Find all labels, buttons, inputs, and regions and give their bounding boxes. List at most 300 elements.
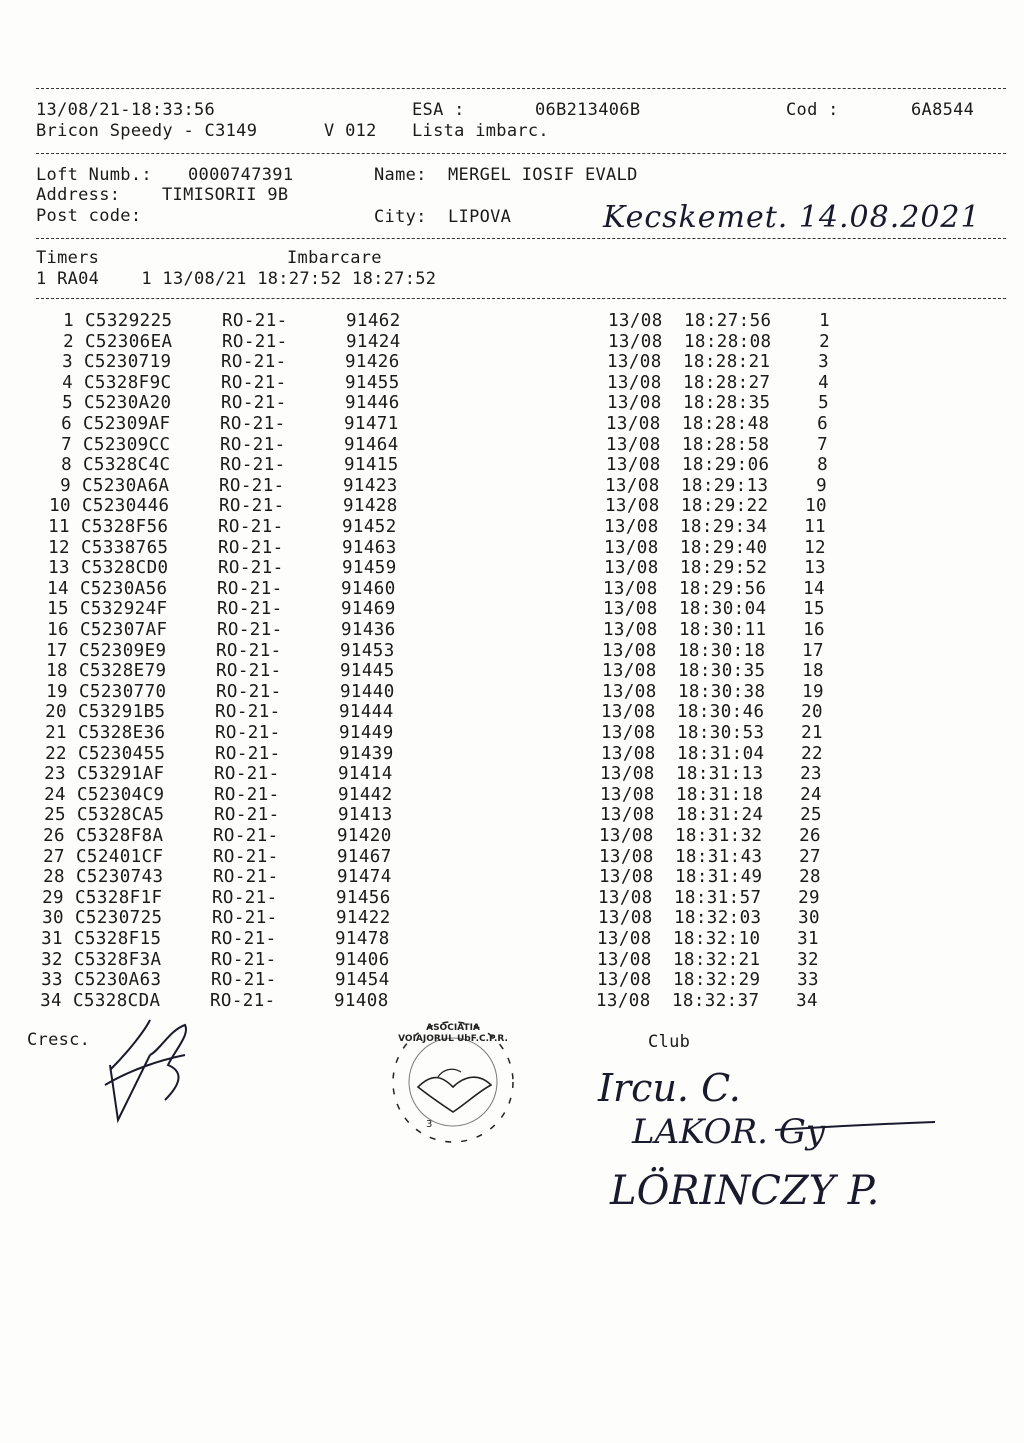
row-arrival-date: 13/08 — [605, 496, 660, 517]
name-label: Name: — [374, 165, 427, 185]
row-chip: C5230446 — [82, 496, 170, 517]
stamp-number: 3 — [426, 1119, 433, 1130]
breeder-signature — [90, 1010, 210, 1125]
row-chip: C52309AF — [83, 414, 171, 434]
row-index: 2 — [63, 331, 74, 352]
row-position: 23 — [800, 764, 822, 785]
row-arrival-time: 18:31:43 — [675, 846, 763, 867]
row-chip: C5328CA5 — [77, 805, 165, 826]
row-index: 1 — [63, 311, 74, 331]
row-arrival-time: 18:32:10 — [673, 929, 761, 949]
row-ring-number: 91459 — [342, 558, 397, 579]
row-arrival-time: 18:29:34 — [680, 517, 768, 537]
row-arrival-time: 18:28:48 — [682, 414, 770, 434]
row-position: 25 — [800, 805, 822, 826]
pigeon-row — [0, 888, 1024, 908]
row-index: 15 — [47, 599, 69, 620]
row-ring-prefix: RO-21- — [216, 681, 282, 702]
pigeon-row — [0, 599, 1024, 619]
pigeon-row — [0, 641, 1024, 661]
row-chip: C5328F15 — [74, 929, 162, 949]
row-ring-number: 91471 — [344, 414, 399, 434]
row-ring-prefix: RO-21- — [218, 558, 284, 579]
row-chip: C53291AF — [77, 764, 165, 785]
row-ring-number: 91426 — [345, 352, 400, 373]
row-ring-prefix: RO-21- — [211, 929, 277, 949]
row-arrival-date: 13/08 — [608, 331, 663, 352]
cod-value: 6A8544 — [911, 100, 975, 120]
pigeon-row — [0, 908, 1024, 928]
row-arrival-date: 13/08 — [608, 311, 663, 331]
row-ring-number: 91478 — [335, 929, 390, 949]
row-arrival-time: 18:31:18 — [676, 784, 764, 805]
pigeon-row — [0, 661, 1024, 681]
row-position: 8 — [817, 455, 828, 476]
row-index: 21 — [45, 723, 67, 743]
row-ring-prefix: RO-21- — [220, 434, 286, 455]
row-position: 6 — [817, 414, 828, 434]
row-ring-number: 91446 — [345, 393, 400, 414]
row-chip: C52307AF — [80, 620, 168, 640]
loft-label: Loft Numb.: — [36, 165, 152, 185]
pigeon-row — [0, 332, 1024, 352]
row-ring-prefix: RO-21- — [217, 599, 283, 620]
row-index: 22 — [45, 743, 67, 764]
row-position: 31 — [797, 929, 819, 949]
row-index: 3 — [62, 352, 73, 373]
row-arrival-time: 18:29:06 — [682, 455, 770, 476]
row-chip: C5230A20 — [84, 393, 172, 414]
row-arrival-date: 13/08 — [603, 578, 658, 599]
row-ring-number: 91462 — [346, 311, 401, 331]
imbarcare-label: Imbarcare — [287, 248, 382, 268]
row-arrival-time: 18:29:56 — [679, 578, 767, 599]
row-chip: C53291B5 — [78, 702, 166, 723]
row-ring-prefix: RO-21- — [222, 311, 288, 331]
row-index: 6 — [61, 414, 72, 434]
row-ring-number: 91449 — [339, 723, 394, 743]
timer-line: 1 RA04 1 13/08/21 18:27:52 18:27:52 — [36, 269, 437, 289]
row-index: 9 — [60, 475, 71, 496]
pigeon-row — [0, 538, 1024, 558]
row-ring-prefix: RO-21- — [213, 846, 279, 867]
pigeon-row — [0, 702, 1024, 722]
pigeon-row — [0, 455, 1024, 475]
row-chip: C5230770 — [79, 681, 167, 702]
row-arrival-time: 18:28:21 — [683, 352, 771, 373]
row-arrival-time: 18:30:53 — [677, 723, 765, 743]
row-index: 7 — [61, 434, 72, 455]
row-chip: C5328F8A — [76, 826, 164, 846]
pigeon-row — [0, 620, 1024, 640]
row-arrival-date: 13/08 — [600, 784, 655, 805]
row-ring-number: 91424 — [346, 331, 401, 352]
row-ring-prefix: RO-21- — [214, 764, 280, 785]
row-position: 30 — [798, 908, 820, 929]
row-ring-number: 91422 — [336, 908, 391, 929]
row-ring-prefix: RO-21- — [216, 640, 282, 661]
row-arrival-time: 18:28:27 — [683, 372, 771, 393]
row-index: 24 — [44, 784, 66, 805]
row-arrival-time: 18:31:13 — [676, 764, 764, 785]
row-arrival-date: 13/08 — [601, 743, 656, 764]
pigeon-row — [0, 764, 1024, 784]
row-arrival-time: 18:30:11 — [679, 620, 767, 640]
row-arrival-date: 13/08 — [607, 352, 662, 373]
pigeon-row — [0, 950, 1024, 970]
row-ring-prefix: RO-21- — [215, 723, 281, 743]
header-datetime: 13/08/21-18:33:56 — [36, 100, 216, 120]
row-position: 26 — [799, 826, 821, 846]
row-arrival-time: 18:29:13 — [681, 475, 769, 496]
pigeon-row — [0, 970, 1024, 990]
row-arrival-date: 13/08 — [598, 887, 653, 908]
row-position: 13 — [804, 558, 826, 579]
timers-label: Timers — [36, 248, 100, 268]
row-ring-number: 91428 — [343, 496, 398, 517]
row-arrival-time: 18:30:35 — [678, 661, 766, 682]
row-arrival-date: 13/08 — [604, 537, 659, 558]
row-ring-number: 91453 — [340, 640, 395, 661]
row-ring-number: 91415 — [344, 455, 399, 476]
row-ring-prefix: RO-21- — [218, 517, 284, 537]
row-ring-number: 91463 — [342, 537, 397, 558]
row-index: 23 — [44, 764, 66, 785]
row-ring-number: 91423 — [343, 475, 398, 496]
row-ring-prefix: RO-21- — [220, 414, 286, 434]
row-arrival-date: 13/08 — [606, 455, 661, 476]
handwritten-place-date: Kecskemet. 14.08.2021 — [603, 200, 981, 235]
row-index: 32 — [41, 949, 63, 970]
row-arrival-date: 13/08 — [597, 929, 652, 949]
row-index: 20 — [45, 702, 67, 723]
row-index: 30 — [42, 908, 64, 929]
row-ring-prefix: RO-21- — [214, 784, 280, 805]
loft-number: 0000747391 — [188, 165, 294, 185]
row-arrival-date: 13/08 — [599, 867, 654, 888]
row-arrival-time: 18:29:52 — [680, 558, 768, 579]
row-arrival-date: 13/08 — [599, 846, 654, 867]
club-label: Club — [648, 1032, 691, 1052]
row-arrival-date: 13/08 — [604, 558, 659, 579]
row-ring-prefix: RO-21- — [218, 537, 284, 558]
row-position: 27 — [799, 846, 821, 867]
pigeon-row — [0, 579, 1024, 599]
row-index: 5 — [62, 393, 73, 414]
row-ring-prefix: RO-21- — [215, 743, 281, 764]
row-position: 22 — [801, 743, 823, 764]
row-ring-prefix: RO-21- — [221, 372, 287, 393]
row-ring-prefix: RO-21- — [215, 702, 281, 723]
row-arrival-time: 18:30:38 — [678, 681, 766, 702]
city-value: LIPOVA — [448, 207, 512, 227]
pigeon-row — [0, 805, 1024, 825]
row-position: 9 — [816, 475, 827, 496]
row-ring-prefix: RO-21- — [213, 867, 279, 888]
row-arrival-time: 18:32:37 — [672, 990, 760, 1011]
row-position: 28 — [799, 867, 821, 888]
row-index: 11 — [48, 517, 70, 537]
separator-owner — [36, 238, 1006, 239]
row-arrival-date: 13/08 — [602, 661, 657, 682]
row-ring-number: 91460 — [341, 578, 396, 599]
club-signature-3: LÖRINCZY P. — [610, 1168, 880, 1214]
row-position: 3 — [818, 352, 829, 373]
pigeon-row — [0, 682, 1024, 702]
row-position: 18 — [802, 661, 824, 682]
row-arrival-time: 18:30:04 — [679, 599, 767, 620]
cresc-label: Cresc. — [27, 1030, 91, 1050]
row-ring-number: 91440 — [340, 681, 395, 702]
row-position: 7 — [817, 434, 828, 455]
row-arrival-date: 13/08 — [596, 990, 651, 1011]
pigeon-row — [0, 476, 1024, 496]
row-arrival-date: 13/08 — [599, 826, 654, 846]
row-position: 21 — [801, 723, 823, 743]
row-chip: C5328CD0 — [81, 558, 169, 579]
row-arrival-date: 13/08 — [600, 805, 655, 826]
device-name: Bricon Speedy - C3149 — [36, 121, 258, 141]
row-ring-number: 91414 — [338, 764, 393, 785]
pigeon-row — [0, 744, 1024, 764]
row-chip: C52309CC — [83, 434, 171, 455]
pigeon-row — [0, 414, 1024, 434]
row-position: 1 — [819, 311, 830, 331]
row-position: 14 — [803, 578, 825, 599]
row-ring-number: 91452 — [342, 517, 397, 537]
pigeon-row — [0, 826, 1024, 846]
row-chip: C52309E9 — [79, 640, 167, 661]
row-position: 12 — [804, 537, 826, 558]
row-chip: C5328CDA — [73, 990, 161, 1011]
row-chip: C5328F1F — [75, 887, 163, 908]
row-index: 14 — [47, 578, 69, 599]
row-position: 16 — [803, 620, 825, 640]
row-chip: C5328F9C — [84, 372, 172, 393]
row-chip: C5328F56 — [81, 517, 169, 537]
pigeon-row — [0, 847, 1024, 867]
row-ring-number: 91420 — [337, 826, 392, 846]
row-arrival-time: 18:31:57 — [674, 887, 762, 908]
row-index: 10 — [49, 496, 71, 517]
device-version: V 012 — [324, 121, 377, 141]
row-chip: C52306EA — [85, 331, 173, 352]
row-ring-number: 91413 — [338, 805, 393, 826]
club-signature-2: LAKOR. Gy — [632, 1112, 826, 1152]
row-arrival-time: 18:31:04 — [677, 743, 765, 764]
separator-header — [36, 153, 1006, 154]
row-index: 13 — [48, 558, 70, 579]
row-chip: C52304C9 — [77, 784, 165, 805]
row-ring-number: 91445 — [340, 661, 395, 682]
row-index: 19 — [46, 681, 68, 702]
row-arrival-date: 13/08 — [601, 702, 656, 723]
row-index: 18 — [46, 661, 68, 682]
row-ring-prefix: RO-21- — [220, 455, 286, 476]
pigeon-row — [0, 393, 1024, 413]
row-index: 26 — [43, 826, 65, 846]
row-arrival-time: 18:28:08 — [684, 331, 772, 352]
row-chip: C5230455 — [78, 743, 166, 764]
row-ring-prefix: RO-21- — [217, 620, 283, 640]
row-arrival-date: 13/08 — [603, 599, 658, 620]
row-position: 2 — [819, 331, 830, 352]
row-chip: C5338765 — [81, 537, 169, 558]
row-position: 19 — [802, 681, 824, 702]
pigeon-row — [0, 785, 1024, 805]
row-ring-number: 91464 — [344, 434, 399, 455]
row-position: 33 — [797, 970, 819, 991]
row-chip: C5328F3A — [74, 949, 162, 970]
row-arrival-date: 13/08 — [602, 640, 657, 661]
row-ring-prefix: RO-21- — [214, 805, 280, 826]
esa-value: 06B213406B — [535, 100, 641, 120]
row-arrival-date: 13/08 — [601, 723, 656, 743]
club-signature-1: Ircu. C. — [598, 1066, 741, 1110]
pigeon-row — [0, 929, 1024, 949]
row-chip: C5230A56 — [80, 578, 168, 599]
row-arrival-time: 18:31:24 — [676, 805, 764, 826]
row-index: 16 — [47, 620, 69, 640]
row-position: 17 — [802, 640, 824, 661]
row-ring-prefix: RO-21- — [216, 661, 282, 682]
pigeon-row — [0, 517, 1024, 537]
row-chip: C5328E36 — [78, 723, 166, 743]
row-arrival-date: 13/08 — [604, 517, 659, 537]
row-position: 5 — [818, 393, 829, 414]
row-arrival-time: 18:28:35 — [683, 393, 771, 414]
row-position: 24 — [800, 784, 822, 805]
row-arrival-time: 18:27:56 — [684, 311, 772, 331]
row-position: 15 — [803, 599, 825, 620]
row-chip: C5230A6A — [82, 475, 170, 496]
pigeon-row — [0, 352, 1024, 372]
address-label: Address: — [36, 185, 121, 205]
separator-top — [36, 88, 1006, 89]
row-position: 4 — [818, 372, 829, 393]
row-index: 31 — [41, 929, 63, 949]
row-index: 28 — [43, 867, 65, 888]
row-position: 20 — [801, 702, 823, 723]
row-arrival-time: 18:28:58 — [682, 434, 770, 455]
row-arrival-time: 18:32:29 — [673, 970, 761, 991]
row-index: 25 — [44, 805, 66, 826]
row-position: 34 — [796, 990, 818, 1011]
club-stamp — [383, 1017, 523, 1147]
row-arrival-date: 13/08 — [597, 970, 652, 991]
row-ring-prefix: RO-21- — [212, 887, 278, 908]
row-ring-prefix: RO-21- — [211, 949, 277, 970]
row-ring-prefix: RO-21- — [217, 578, 283, 599]
row-ring-prefix: RO-21- — [212, 908, 278, 929]
row-ring-number: 91439 — [339, 743, 394, 764]
row-chip: C5230725 — [75, 908, 163, 929]
pigeon-row — [0, 373, 1024, 393]
row-ring-number: 91454 — [335, 970, 390, 991]
row-index: 29 — [42, 887, 64, 908]
row-index: 4 — [62, 372, 73, 393]
row-chip: C5329225 — [85, 311, 173, 331]
row-ring-number: 91444 — [339, 702, 394, 723]
row-chip: C52401CF — [76, 846, 164, 867]
row-arrival-time: 18:32:21 — [673, 949, 761, 970]
row-arrival-date: 13/08 — [606, 414, 661, 434]
row-index: 12 — [48, 537, 70, 558]
pigeon-row — [0, 496, 1024, 516]
row-arrival-date: 13/08 — [597, 949, 652, 970]
row-ring-prefix: RO-21- — [221, 352, 287, 373]
row-ring-number: 91456 — [336, 887, 391, 908]
owner-name: MERGEL IOSIF EVALD — [448, 165, 638, 185]
row-arrival-date: 13/08 — [600, 764, 655, 785]
row-arrival-date: 13/08 — [605, 475, 660, 496]
row-chip: C532924F — [80, 599, 168, 620]
address-value: TIMISORII 9B — [162, 185, 289, 205]
list-title: Lista imbarc. — [412, 121, 549, 141]
row-chip: C5328E79 — [79, 661, 167, 682]
pigeon-row — [0, 867, 1024, 887]
pigeon-row — [0, 311, 1024, 331]
separator-timers — [36, 298, 1006, 299]
row-ring-number: 91469 — [341, 599, 396, 620]
row-position: 32 — [797, 949, 819, 970]
row-arrival-time: 18:29:22 — [681, 496, 769, 517]
row-arrival-date: 13/08 — [607, 372, 662, 393]
row-arrival-date: 13/08 — [598, 908, 653, 929]
row-chip: C5328C4C — [83, 455, 171, 476]
row-chip: C5230743 — [76, 867, 164, 888]
cod-label: Cod : — [786, 100, 839, 120]
row-arrival-date: 13/08 — [606, 434, 661, 455]
pigeon-row — [0, 558, 1024, 578]
row-index: 8 — [61, 455, 72, 476]
row-ring-number: 91408 — [334, 990, 389, 1011]
row-index: 17 — [46, 640, 68, 661]
row-ring-prefix: RO-21- — [219, 496, 285, 517]
row-ring-prefix: RO-21- — [213, 826, 279, 846]
row-arrival-date: 13/08 — [603, 620, 658, 640]
row-arrival-time: 18:31:49 — [675, 867, 763, 888]
row-index: 27 — [43, 846, 65, 867]
pigeon-row — [0, 991, 1024, 1011]
row-ring-number: 91455 — [345, 372, 400, 393]
row-position: 29 — [798, 887, 820, 908]
pigeon-row — [0, 435, 1024, 455]
row-chip: C5230719 — [84, 352, 172, 373]
row-ring-number: 91442 — [338, 784, 393, 805]
post-code-label: Post code: — [36, 206, 142, 226]
row-arrival-date: 13/08 — [607, 393, 662, 414]
row-index: 34 — [40, 990, 62, 1011]
row-ring-number: 91467 — [337, 846, 392, 867]
row-ring-prefix: RO-21- — [222, 331, 288, 352]
row-ring-prefix: RO-21- — [221, 393, 287, 414]
row-chip: C5230A63 — [74, 970, 162, 991]
row-ring-prefix: RO-21- — [211, 970, 277, 991]
row-arrival-time: 18:29:40 — [680, 537, 768, 558]
row-position: 10 — [805, 496, 827, 517]
row-arrival-time: 18:31:32 — [675, 826, 763, 846]
row-ring-number: 91406 — [335, 949, 390, 970]
stamp-text: ASOCIATIA VOIAJORUL UbF.C.P.R. — [398, 1023, 508, 1044]
row-arrival-time: 18:32:03 — [674, 908, 762, 929]
pigeon-row — [0, 723, 1024, 743]
row-ring-prefix: RO-21- — [219, 475, 285, 496]
row-ring-prefix: RO-21- — [210, 990, 276, 1011]
city-label: City: — [374, 207, 427, 227]
row-index: 33 — [41, 970, 63, 991]
row-ring-number: 91436 — [341, 620, 396, 640]
